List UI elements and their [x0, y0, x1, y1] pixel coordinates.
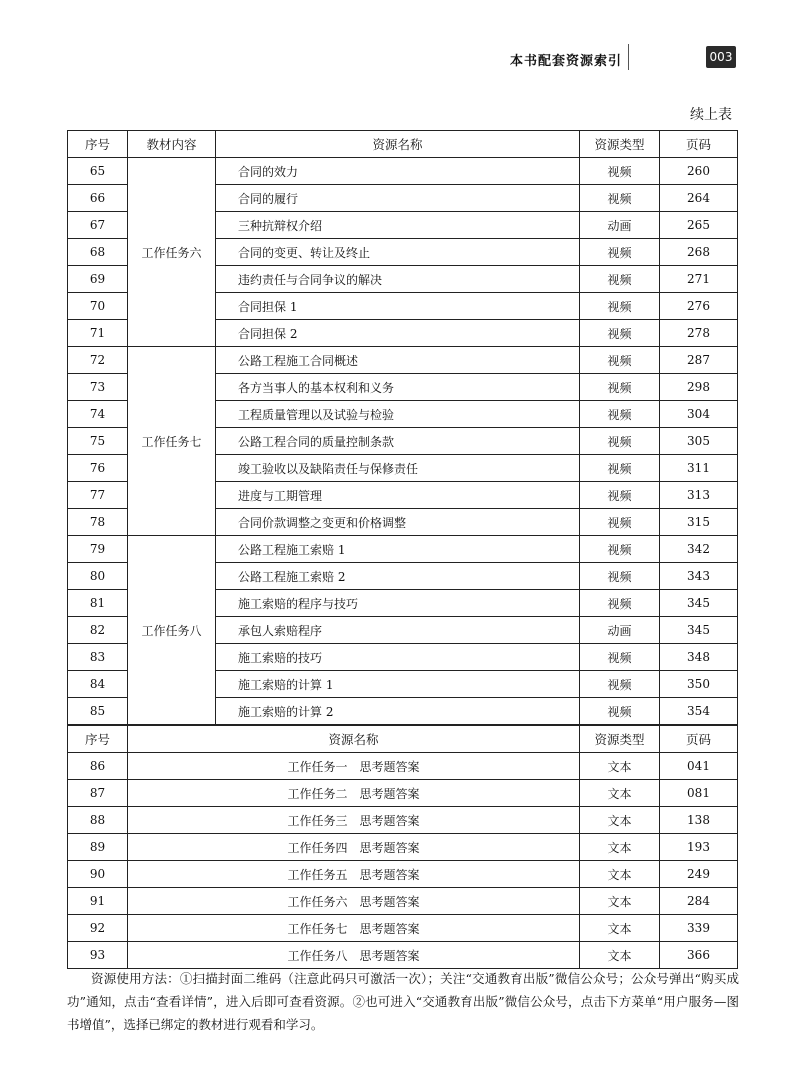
resource-type: 文本: [580, 861, 660, 888]
row-number: 65: [68, 158, 128, 185]
resource-name: 竣工验收以及缺陷责任与保修责任: [216, 455, 580, 482]
row-number: 76: [68, 455, 128, 482]
resource-type: 视频: [580, 671, 660, 698]
page-ref: 271: [660, 266, 738, 293]
header-divider: [628, 44, 629, 70]
page-ref: 138: [660, 807, 738, 834]
resource-name: 工作任务七 思考题答案: [128, 915, 580, 942]
page-ref: 276: [660, 293, 738, 320]
resource-name: 合同担保 2: [216, 320, 580, 347]
resource-type: 文本: [580, 780, 660, 807]
page-ref: 260: [660, 158, 738, 185]
resource-name: 公路工程施工合同概述: [216, 347, 580, 374]
resource-type: 视频: [580, 644, 660, 671]
resource-type: 视频: [580, 185, 660, 212]
resource-name: 承包人索赔程序: [216, 617, 580, 644]
table-row: [68, 861, 738, 888]
resource-type: 视频: [580, 590, 660, 617]
page-ref: 345: [660, 590, 738, 617]
resource-type: 视频: [580, 698, 660, 726]
resource-type: 视频: [580, 239, 660, 266]
header-no: 序号: [68, 131, 128, 158]
teaching-content: 工作任务八: [128, 536, 216, 726]
resource-type: 动画: [580, 212, 660, 239]
header-type: 资源类型: [580, 131, 660, 158]
resource-type: 视频: [580, 455, 660, 482]
continued-label: 续上表: [690, 107, 732, 123]
resource-name: 合同担保 1: [216, 293, 580, 320]
table-b-header-row: [68, 725, 738, 753]
page-ref: 315: [660, 509, 738, 536]
table-row: [68, 753, 738, 780]
resource-type: 文本: [580, 942, 660, 969]
usage-note: 资源使用方法：①扫描封面二维码（注意此码只可激活一次）；关注“交通教育出版”微信公众号；公众号弹出“购买成功”通知，点击“查看详情”，进入后即可查看资源。②也可进入“交通教育出版”微信公众号，点击下方菜单“用户服务—图书增值”，选择已绑定的教材进行观看和学习。: [67, 971, 739, 1032]
row-number: 79: [68, 536, 128, 563]
resource-name: 合同价款调整之变更和价格调整: [216, 509, 580, 536]
resource-name: 施工索赔的技巧: [216, 644, 580, 671]
row-number: 86: [68, 753, 128, 780]
resource-name: 施工索赔的计算 1: [216, 671, 580, 698]
resource-name: 工程质量管理以及试验与检验: [216, 401, 580, 428]
resource-type: 文本: [580, 834, 660, 861]
resource-type: 视频: [580, 158, 660, 185]
header-b-name: 资源名称: [128, 725, 580, 753]
resource-type: 动画: [580, 617, 660, 644]
row-number: 67: [68, 212, 128, 239]
row-number: 88: [68, 807, 128, 834]
resource-name: 工作任务四 思考题答案: [128, 834, 580, 861]
resource-name: 工作任务一 思考题答案: [128, 753, 580, 780]
row-number: 90: [68, 861, 128, 888]
row-number: 89: [68, 834, 128, 861]
row-number: 91: [68, 888, 128, 915]
page-ref: 311: [660, 455, 738, 482]
resource-name: 工作任务八 思考题答案: [128, 942, 580, 969]
resource-name: 各方当事人的基本权利和义务: [216, 374, 580, 401]
page-ref: 345: [660, 617, 738, 644]
running-title: 本书配套资源索引: [509, 54, 622, 69]
row-number: 70: [68, 293, 128, 320]
resource-name: 公路工程施工索赔 1: [216, 536, 580, 563]
table-row: [68, 915, 738, 942]
row-number: 83: [68, 644, 128, 671]
row-number: 85: [68, 698, 128, 726]
resource-name: 合同的变更、转让及终止: [216, 239, 580, 266]
row-number: 93: [68, 942, 128, 969]
resource-type: 视频: [580, 509, 660, 536]
page-ref: 366: [660, 942, 738, 969]
resource-type: 文本: [580, 915, 660, 942]
resource-type: 文本: [580, 888, 660, 915]
header-b-no: 序号: [68, 725, 128, 753]
page-ref: 264: [660, 185, 738, 212]
resource-type: 视频: [580, 563, 660, 590]
page-ref: 249: [660, 861, 738, 888]
table-row: [68, 158, 738, 185]
row-number: 80: [68, 563, 128, 590]
page-ref: 265: [660, 212, 738, 239]
resource-type: 视频: [580, 293, 660, 320]
resource-name: 工作任务五 思考题答案: [128, 861, 580, 888]
table-a-body: [68, 158, 738, 726]
resource-type: 文本: [580, 753, 660, 780]
resource-name: 施工索赔的计算 2: [216, 698, 580, 726]
page-ref: 354: [660, 698, 738, 726]
page-ref: 348: [660, 644, 738, 671]
resource-name: 工作任务三 思考题答案: [128, 807, 580, 834]
resource-index-table: [67, 130, 738, 969]
resource-type: 文本: [580, 807, 660, 834]
row-number: 66: [68, 185, 128, 212]
row-number: 84: [68, 671, 128, 698]
resource-name: 进度与工期管理: [216, 482, 580, 509]
table-row: [68, 888, 738, 915]
row-number: 72: [68, 347, 128, 374]
page-ref: 304: [660, 401, 738, 428]
resource-type: 视频: [580, 347, 660, 374]
resource-type: 视频: [580, 482, 660, 509]
page-ref: 305: [660, 428, 738, 455]
resource-name: 违约责任与合同争议的解决: [216, 266, 580, 293]
resource-type: 视频: [580, 536, 660, 563]
page-ref: 350: [660, 671, 738, 698]
header-name: 资源名称: [216, 131, 580, 158]
row-number: 77: [68, 482, 128, 509]
row-number: 68: [68, 239, 128, 266]
page-ref: 081: [660, 780, 738, 807]
page-ref: 313: [660, 482, 738, 509]
table-a-header-row: [68, 131, 738, 158]
page-number: 003: [706, 46, 736, 68]
row-number: 75: [68, 428, 128, 455]
resource-type: 视频: [580, 374, 660, 401]
row-number: 78: [68, 509, 128, 536]
page-ref: 041: [660, 753, 738, 780]
resource-type: 视频: [580, 428, 660, 455]
resource-type: 视频: [580, 320, 660, 347]
row-number: 74: [68, 401, 128, 428]
page-ref: 298: [660, 374, 738, 401]
row-number: 92: [68, 915, 128, 942]
header-b-type: 资源类型: [580, 725, 660, 753]
header-b-page: 页码: [660, 725, 738, 753]
table-row: [68, 942, 738, 969]
row-number: 71: [68, 320, 128, 347]
resource-name: 合同的履行: [216, 185, 580, 212]
table-row: [68, 347, 738, 374]
page-ref: 268: [660, 239, 738, 266]
row-number: 81: [68, 590, 128, 617]
resource-name: 合同的效力: [216, 158, 580, 185]
resource-type: 视频: [580, 401, 660, 428]
teaching-content: 工作任务七: [128, 347, 216, 536]
resource-name: 工作任务二 思考题答案: [128, 780, 580, 807]
table-row: [68, 834, 738, 861]
row-number: 69: [68, 266, 128, 293]
table-row: [68, 536, 738, 563]
row-number: 87: [68, 780, 128, 807]
page-ref: 284: [660, 888, 738, 915]
running-header: [0, 44, 790, 74]
header-content: 教材内容: [128, 131, 216, 158]
resource-name: 工作任务六 思考题答案: [128, 888, 580, 915]
page-ref: 193: [660, 834, 738, 861]
resource-name: 公路工程施工索赔 2: [216, 563, 580, 590]
teaching-content: 工作任务六: [128, 158, 216, 347]
table-row: [68, 807, 738, 834]
resource-name: 三种抗辩权介绍: [216, 212, 580, 239]
row-number: 73: [68, 374, 128, 401]
table-row: [68, 780, 738, 807]
table-b-body: [68, 725, 738, 969]
header-page: 页码: [660, 131, 738, 158]
resource-name: 公路工程合同的质量控制条款: [216, 428, 580, 455]
resource-name: 施工索赔的程序与技巧: [216, 590, 580, 617]
page-ref: 287: [660, 347, 738, 374]
resource-type: 视频: [580, 266, 660, 293]
page-ref: 343: [660, 563, 738, 590]
row-number: 82: [68, 617, 128, 644]
page-ref: 342: [660, 536, 738, 563]
page-ref: 339: [660, 915, 738, 942]
page-ref: 278: [660, 320, 738, 347]
